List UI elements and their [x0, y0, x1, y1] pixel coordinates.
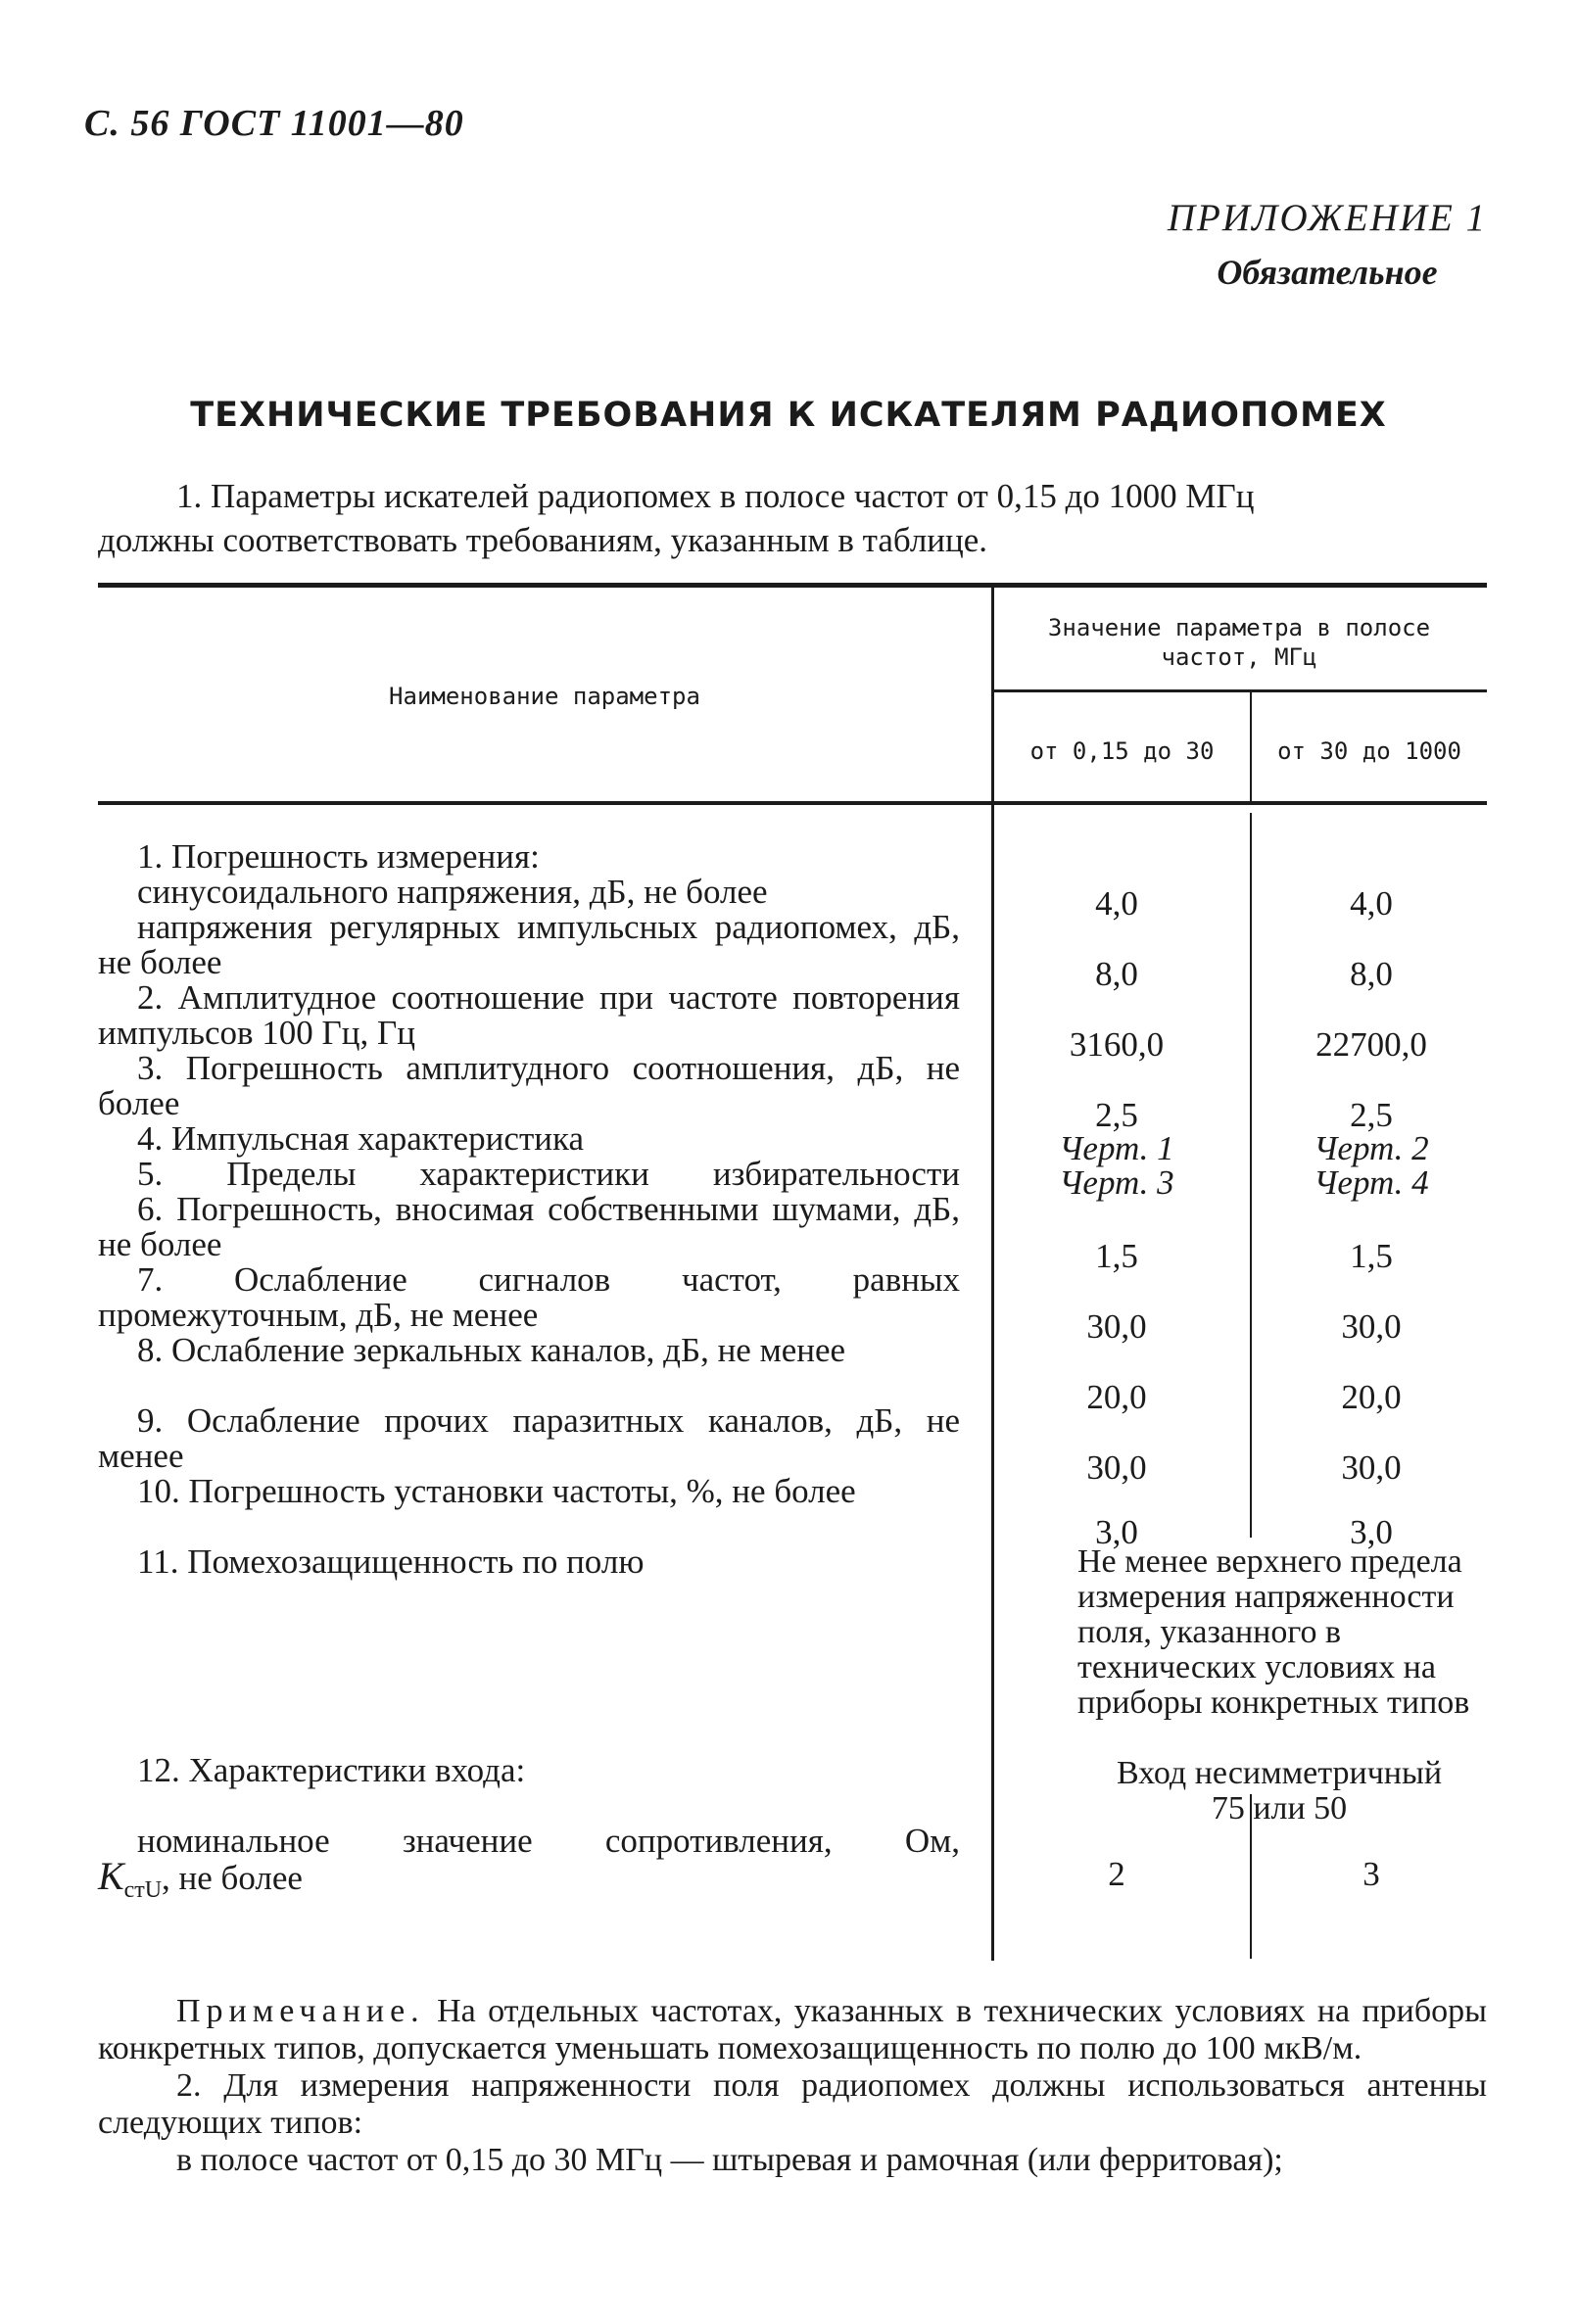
table-row: 8. Ослабление зеркальных каналов, дБ, не менее: [137, 1331, 846, 1369]
appendix-subtitle: Обязательное: [1217, 253, 1438, 292]
value-cell: Черт. 3: [1059, 1163, 1174, 1202]
table-row: 7. Ослабление сигналов частот, равных промежуточным, дБ, не менее: [98, 1260, 960, 1334]
table-header-divider-vertical: [991, 588, 994, 801]
input-type-note: Вход несимметричный: [1116, 1755, 1443, 1791]
value-cell: 1,5: [1350, 1237, 1393, 1275]
value-cell: 2,5: [1095, 1096, 1138, 1134]
value-cell: Черт. 4: [1314, 1163, 1429, 1202]
table-row: 10. Погрешность установки частоты, %, не более: [137, 1472, 856, 1510]
table-row: 3. Погрешность амплитудного соотношения, дБ, не более: [98, 1049, 960, 1122]
table-row: 6. Погрешность, вносимая собственными шумами, дБ, не более: [98, 1190, 960, 1263]
table-row: 1. Погрешность измерения:: [137, 837, 540, 876]
header-parameter-name: Наименование параметра: [389, 683, 700, 710]
table-top-rule: [98, 583, 1487, 588]
value-cell: 4,0: [1350, 884, 1393, 923]
table-row: синусоидального напряжения, дБ, не более: [137, 873, 768, 911]
value-cell: 3: [1362, 1855, 1380, 1893]
value-cell: 20,0: [1086, 1378, 1147, 1416]
note-text: На отдельных частотах, указанных в технических условиях на приборы конкретных типов, допускается уменьшать помехозащищенность по полю до 100 мкВ/м.: [98, 1993, 1487, 2066]
page-header: С. 56 ГОСТ 11001—80: [84, 103, 464, 144]
value-cell: 3,0: [1095, 1513, 1138, 1551]
header-range-2: от 30 до 1000: [1277, 737, 1461, 765]
kst-rest: , не более: [162, 1859, 303, 1897]
value-cell: 1,5: [1095, 1237, 1138, 1275]
table-row: [98, 1854, 960, 1908]
intro-line-1: 1. Параметры искателей радиопомех в полосе частот от 0,15 до 1000 МГц: [176, 477, 1255, 515]
value-cell: 30,0: [1341, 1307, 1402, 1346]
paragraph-2: 2. Для измерения напряженности поля радиопомех должны использоваться антенны следующих типов:: [98, 2067, 1487, 2141]
value-cell: 30,0: [1341, 1448, 1402, 1487]
table-row: номинальное значение сопротивления, Ом,: [137, 1822, 960, 1860]
intro-paragraph: [98, 474, 1487, 562]
paragraph-3: в полосе частот от 0,15 до 30 МГц — штыревая и рамочная (или ферритовая);: [176, 2142, 1283, 2178]
note-paragraph: [98, 1993, 1487, 2067]
table-row: 5. Пределы характеристики избирательности: [137, 1155, 960, 1193]
value-cell: 22700,0: [1315, 1025, 1427, 1064]
table-row: 2. Амплитудное соотношение при частоте повторения импульсов 100 Гц, Гц: [98, 978, 960, 1052]
value-cell: 3160,0: [1069, 1025, 1165, 1064]
intro-line-2: должны соответствовать требованиям, указанным в таблице.: [98, 521, 988, 559]
value-cell: Черт. 1: [1059, 1129, 1174, 1167]
value-cell: 20,0: [1341, 1378, 1402, 1416]
value-cell: 2: [1108, 1855, 1125, 1893]
table-row: напряжения регулярных импульсных радиопомех, дБ, не более: [98, 908, 960, 981]
value-cell: 4,0: [1095, 884, 1138, 923]
value-cell: 30,0: [1086, 1448, 1147, 1487]
appendix-title: ПРИЛОЖЕНИЕ 1: [1167, 197, 1488, 239]
header-range-1: от 0,15 до 30: [1029, 737, 1215, 765]
kst-subscript: стU: [123, 1877, 163, 1903]
note-label: Примечание.: [176, 1993, 425, 2029]
table-header-subrule: [991, 689, 1487, 692]
table-header-bottom-rule: [98, 801, 1487, 805]
header-value-group: Значение параметра в полосе частот, МГц: [1047, 614, 1431, 671]
notes-block: [98, 1993, 1487, 2179]
document-title: ТЕХНИЧЕСКИЕ ТРЕБОВАНИЯ К ИСКАТЕЛЯМ РАДИОПОМЕХ: [190, 396, 1387, 435]
value-cell: 30,0: [1086, 1307, 1147, 1346]
table-row: 9. Ослабление прочих паразитных каналов, дБ, не менее: [98, 1401, 960, 1475]
value-cell: 3,0: [1350, 1513, 1393, 1551]
table-body-divider-left: [991, 805, 994, 1961]
value-cell: Черт. 2: [1314, 1129, 1429, 1167]
kst-symbol: К: [98, 1854, 124, 1898]
impedance-note: 75 или 50: [1211, 1790, 1348, 1826]
table-row: 11. Помехозащищенность по полю: [137, 1542, 645, 1581]
field-immunity-note: Не менее верхнего предела измерения напряженности поля, указанного в технических условиях на приборы конкретных типов: [1077, 1543, 1470, 1721]
table-row: 4. Импульсная характеристика: [137, 1119, 584, 1158]
table-body-divider-mid-upper: [1250, 813, 1252, 1538]
value-cell: 8,0: [1095, 955, 1138, 993]
value-cell: 2,5: [1350, 1096, 1393, 1134]
appendix-block: [1166, 196, 1489, 293]
table-row: 12. Характеристики входа:: [137, 1751, 526, 1789]
value-cell: 8,0: [1350, 955, 1393, 993]
